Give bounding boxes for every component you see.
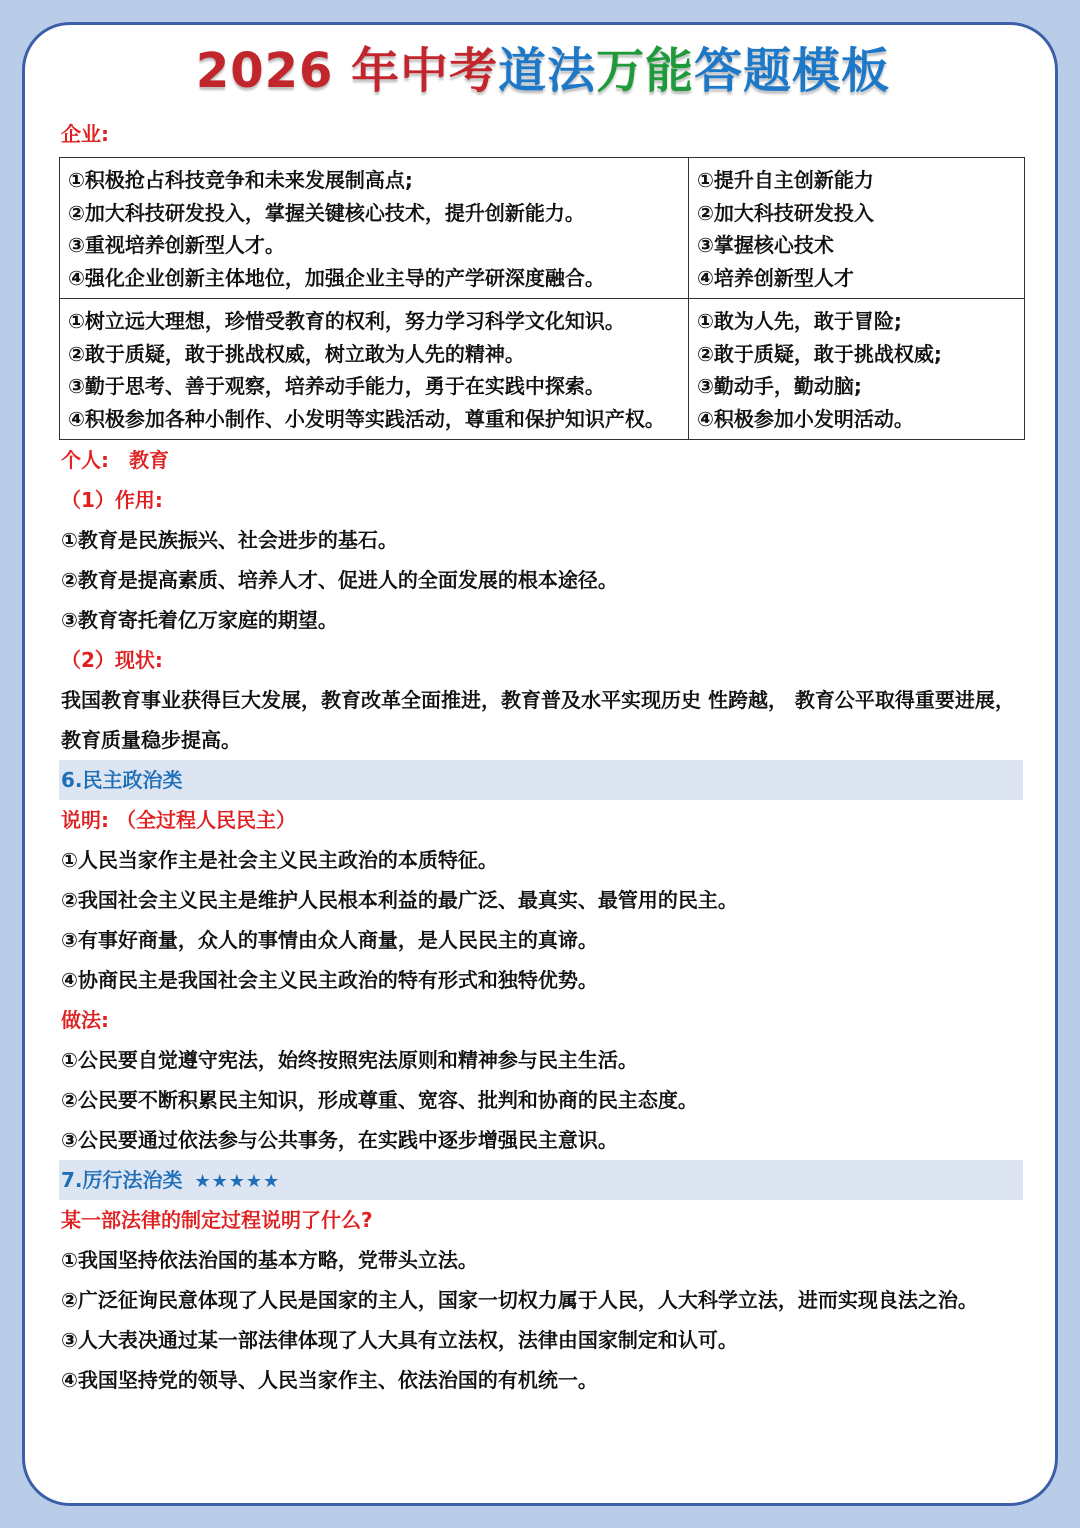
section-7-title: 7.厉行法治类	[61, 1168, 183, 1192]
cell-line: ③勤动手，勤动脑;	[697, 374, 862, 398]
section-7-band	[59, 1160, 1023, 1200]
list-item: ①公民要自觉遵守宪法，始终按照宪法原则和精神参与民主生活。	[61, 1048, 638, 1072]
page-card	[22, 22, 1058, 1506]
cell-line: ③勤于思考、善于观察，培养动手能力，勇于在实践中探索。	[68, 374, 605, 398]
practice-heading: 做法:	[61, 1008, 109, 1032]
title-part-1: 2026 年中考	[195, 43, 499, 99]
cell-line: ②敢于质疑，敢于挑战权威，树立敢为人先的精神。	[68, 341, 525, 366]
personal-heading: 个人: 教育	[61, 448, 169, 472]
list-item: ③公民要通过依法参与公共事务，在实践中逐步增强民主意识。	[61, 1128, 618, 1152]
cell-line: ④培养创新型人才	[697, 265, 854, 290]
list-item: ①人民当家作主是社会主义民主政治的本质特征。	[61, 848, 498, 872]
enterprise-heading: 企业:	[61, 122, 109, 146]
role-heading: （1）作用:	[61, 488, 163, 512]
list-item: ④协商民主是我国社会主义民主政治的特有形式和独特优势。	[61, 968, 598, 992]
question-heading: 某一部法律的制定过程说明了什么?	[61, 1208, 373, 1232]
cell-line: ②加大科技研发投入	[697, 200, 874, 225]
explain-heading: 说明: （全过程人民民主）	[61, 808, 296, 832]
cell-line: ③重视培养创新型人才。	[68, 233, 285, 257]
cell-line: ④强化企业创新主体地位，加强企业主导的产学研深度融合。	[68, 265, 605, 290]
cell-line: ②敢于质疑，敢于挑战权威;	[697, 341, 942, 366]
cell-line: ①提升自主创新能力	[697, 168, 874, 192]
cell-line: ①树立远大理想，珍惜受教育的权利，努力学习科学文化知识。	[68, 309, 625, 333]
content	[61, 117, 1023, 1400]
cell-line: ④积极参加小发明活动。	[697, 406, 914, 431]
list-item: ③教育寄托着亿万家庭的期望。	[61, 608, 338, 632]
section-6-title: 6.民主政治类	[59, 760, 1023, 800]
status-heading: （2）现状:	[61, 648, 163, 672]
page-title	[25, 41, 1058, 101]
cell-line: ③掌握核心技术	[697, 233, 834, 257]
table-cell	[689, 299, 1025, 440]
list-item: ③有事好商量，众人的事情由众人商量，是人民民主的真谛。	[61, 928, 598, 952]
list-item: ④我国坚持党的领导、人民当家作主、依法治国的有机统一。	[61, 1368, 598, 1392]
title-part-2: 道法	[498, 43, 597, 99]
enterprise-table	[59, 157, 1025, 440]
rating-stars: ★★★★★	[194, 1171, 281, 1192]
list-item: ②广泛征询民意体现了人民是国家的主人，国家一切权力属于人民，人大科学立法，进而实现良法之治。	[61, 1288, 978, 1312]
title-part-3: 万能	[596, 43, 695, 99]
list-item: ②教育是提高素质、培养人才、促进人的全面发展的根本途径。	[61, 568, 618, 592]
list-item: ②公民要不断积累民主知识，形成尊重、宽容、批判和协商的民主态度。	[61, 1088, 698, 1112]
table-row	[60, 299, 1025, 440]
list-item: ①我国坚持依法治国的基本方略，党带头立法。	[61, 1248, 478, 1272]
cell-line: ④积极参加各种小制作、小发明等实践活动，尊重和保护知识产权。	[68, 406, 665, 431]
table-cell	[689, 158, 1025, 299]
list-item: ①教育是民族振兴、社会进步的基石。	[61, 528, 398, 552]
cell-line: ①敢为人先，敢于冒险;	[697, 309, 902, 333]
title-part-4: 答题模板	[694, 43, 891, 99]
cell-line: ①积极抢占科技竞争和未来发展制高点;	[68, 168, 413, 192]
table-row	[60, 158, 1025, 299]
table-cell	[60, 299, 689, 440]
list-item: ③人大表决通过某一部法律体现了人大具有立法权，法律由国家制定和认可。	[61, 1328, 738, 1352]
list-item: ②我国社会主义民主是维护人民根本利益的最广泛、最真实、最管用的民主。	[61, 888, 738, 912]
status-text: 我国教育事业获得巨大发展，教育改革全面推进，教育普及水平实现历史 性跨越， 教育公平取得重要进展， 教育质量稳步提高。	[61, 688, 1015, 752]
cell-line: ②加大科技研发投入，掌握关键核心技术，提升创新能力。	[68, 200, 585, 225]
table-cell	[60, 158, 689, 299]
